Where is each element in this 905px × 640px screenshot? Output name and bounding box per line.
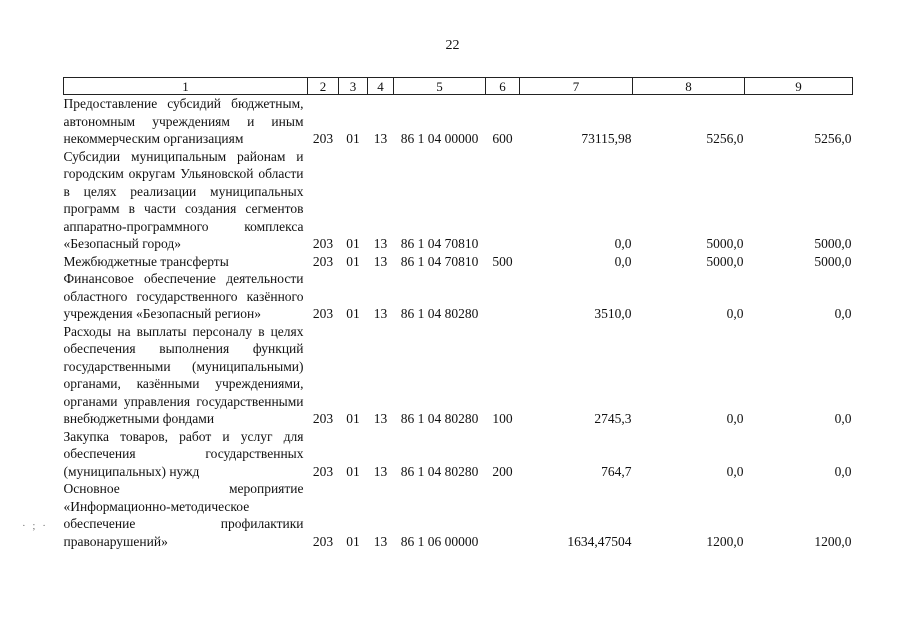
row-code-2: 203	[312, 411, 334, 426]
row-code-6: 500	[492, 253, 513, 269]
row-code-6	[486, 270, 520, 323]
row-code-5: 86 1 04 80280	[400, 306, 479, 321]
row-code-5: 86 1 04 80280	[400, 463, 479, 479]
row-code-3: 01	[346, 411, 360, 426]
table-row	[64, 428, 853, 481]
row-code-4: 13	[373, 253, 388, 269]
header-cell: 7	[520, 78, 633, 95]
row-code-2: 203	[312, 236, 334, 251]
row-code-4: 13	[373, 306, 388, 321]
row-code-2: 203	[312, 253, 334, 269]
row-code-3: 01	[346, 533, 360, 549]
row-code-4: 13	[373, 533, 388, 549]
row-code-4: 13	[373, 411, 388, 426]
row-value-8: 5000,0	[706, 253, 744, 269]
row-name: Финансовое обеспечение деятельности областного государственного казённого учреждения «Безопасный регион»	[63, 271, 304, 321]
row-code-3: 01	[346, 131, 360, 146]
row-value-8: 1200,0	[706, 533, 744, 549]
header-cell: 5	[394, 78, 486, 95]
table-row	[64, 270, 853, 323]
row-name: Расходы на выплаты персоналу в целях обеспечения выполнения функций государственными (муниципальными) органами, казёнными учреждениями, органами управления государственными внебюджетными фондами	[63, 323, 304, 426]
row-code-5: 86 1 06 00000	[400, 533, 479, 549]
table-row	[64, 253, 853, 271]
row-value-7: 1634,47504	[567, 533, 632, 549]
table-row	[64, 480, 853, 550]
row-value-9: 0,0	[834, 306, 852, 321]
row-name: Субсидии муниципальным районам и городским округам Ульяновской области в целях реализации муниципальных программ в части создания сегментов аппаратно-программного комплекса «Безопасный город»	[63, 148, 304, 251]
header-cell: 4	[368, 78, 394, 95]
row-code-4: 13	[373, 236, 388, 251]
row-value-8: 0,0	[726, 306, 744, 321]
row-code-6	[486, 148, 520, 253]
row-value-8: 5000,0	[706, 236, 744, 251]
table-row	[64, 95, 853, 148]
row-name: Основное мероприятие «Информационно-методическое обеспечение профилактики правонарушений»	[63, 481, 304, 549]
row-value-7: 2745,3	[594, 411, 632, 426]
row-code-6: 100	[492, 411, 513, 426]
row-code-3: 01	[346, 463, 360, 479]
row-code-4: 13	[373, 131, 388, 146]
header-cell: 1	[64, 78, 308, 95]
table-row	[64, 148, 853, 253]
row-value-9: 0,0	[834, 463, 852, 479]
row-value-9: 5000,0	[814, 253, 852, 269]
row-code-3: 01	[346, 306, 360, 321]
header-cell: 3	[339, 78, 368, 95]
header-cell: 8	[633, 78, 745, 95]
row-code-2: 203	[312, 306, 334, 321]
page-number: 22	[445, 38, 460, 53]
header-cell: 6	[486, 78, 520, 95]
header-cell: 2	[308, 78, 339, 95]
row-value-8: 0,0	[726, 463, 744, 479]
row-value-7: 764,7	[601, 463, 632, 479]
row-code-3: 01	[346, 253, 360, 269]
row-value-8: 5256,0	[706, 131, 744, 146]
scan-artifact: · ; ·	[22, 520, 48, 532]
row-code-5: 86 1 04 80280	[400, 411, 479, 426]
row-code-5: 86 1 04 70810	[400, 253, 479, 269]
table-row	[64, 323, 853, 428]
row-name: Межбюджетные трансферты	[63, 253, 229, 269]
row-value-7: 73115,98	[581, 131, 632, 146]
row-name: Закупка товаров, работ и услуг для обеспечения государственных (муниципальных) нужд	[63, 428, 304, 479]
budget-table	[63, 77, 853, 550]
row-value-7: 0,0	[614, 253, 632, 269]
row-value-9: 5256,0	[814, 131, 852, 146]
row-code-6: 200	[492, 463, 513, 479]
row-name: Предоставление субсидий бюджетным, автономным учреждениям и иным некоммерческим организациям	[63, 96, 304, 146]
row-code-2: 203	[312, 463, 334, 479]
row-value-9: 0,0	[834, 411, 852, 426]
row-value-8: 0,0	[726, 411, 744, 426]
row-code-4: 13	[373, 463, 388, 479]
header-row	[64, 78, 853, 95]
row-code-5: 86 1 04 00000	[400, 131, 479, 146]
row-value-7: 0,0	[614, 236, 632, 251]
row-value-7: 3510,0	[594, 306, 632, 321]
row-code-2: 203	[312, 131, 334, 146]
row-code-5: 86 1 04 70810	[400, 236, 479, 251]
row-code-2: 203	[312, 533, 334, 549]
row-code-3: 01	[346, 236, 360, 251]
row-code-6	[486, 480, 520, 550]
row-value-9: 5000,0	[814, 236, 852, 251]
header-cell: 9	[745, 78, 853, 95]
row-value-9: 1200,0	[814, 533, 852, 549]
row-code-6: 600	[492, 131, 513, 146]
